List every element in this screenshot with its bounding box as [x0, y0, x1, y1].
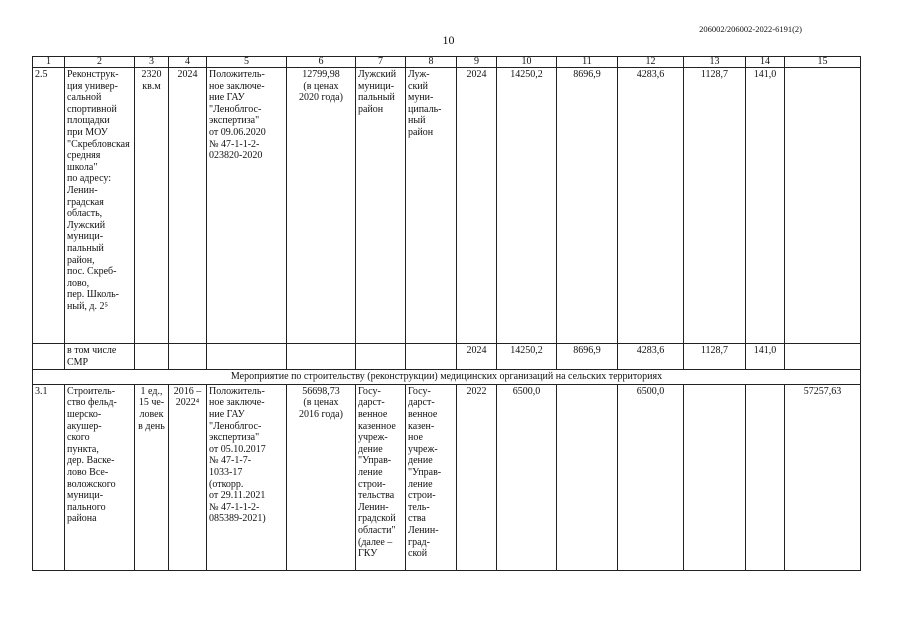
capacity: 2320 кв.м: [135, 68, 169, 344]
column-header: 1: [33, 57, 65, 68]
column-header: 4: [169, 57, 207, 68]
row-number: 3.1: [33, 384, 65, 570]
table-row: [33, 384, 861, 570]
financing-year: 2022: [457, 384, 497, 570]
section-row: [33, 370, 861, 385]
regional-amount: 4283,6: [618, 68, 684, 344]
other-amount: 141,0: [746, 344, 785, 370]
total-amount: 14250,2: [497, 344, 557, 370]
local-amount: [684, 384, 746, 570]
column-15-value: 57257,63: [785, 384, 861, 570]
table-row: [33, 68, 861, 344]
row-number: [33, 344, 65, 370]
column-header: 12: [618, 57, 684, 68]
column-header: 9: [457, 57, 497, 68]
object-name: Строитель- ство фельд- шерско- акушер- ского пункта, дер. Васке- лово Все- воложского муници- пального района: [65, 384, 135, 570]
data-table: [32, 56, 861, 571]
customer: Госу- дарст- венное казенное учреж- дение "Управ- ление строи- тельства Ленин- градской области" (далее – ГКУ: [356, 384, 406, 570]
other-amount: [746, 384, 785, 570]
local-amount: 1128,7: [684, 344, 746, 370]
column-header: 7: [356, 57, 406, 68]
other-amount: 141,0: [746, 68, 785, 344]
section-title: Мероприятие по строительству (реконструкции) медицинских организаций на сельских территориях: [33, 370, 861, 385]
local-amount: 1128,7: [684, 68, 746, 344]
header-row: [33, 57, 861, 68]
column-header: 11: [557, 57, 618, 68]
total-amount: 6500,0: [497, 384, 557, 570]
expertise-conclusion: Положитель- ное заключе- ние ГАУ "Леноблгос- экспертиза" от 05.10.2017 № 47-1-7- 1033-17 (откорр. от 29.11.2021 № 47-1-1-2- 085389-2021): [207, 384, 287, 570]
capacity: 1 ед., 15 че- ловек в день: [135, 384, 169, 570]
recipient: Госу- дарст- венное казен- ное учреж- дение "Управ- ление строи- тель- ства Ленин- град- ской: [406, 384, 457, 570]
regional-amount: 4283,6: [618, 344, 684, 370]
column-header: 14: [746, 57, 785, 68]
column-header: 5: [207, 57, 287, 68]
object-name: Реконструк- ция универ- сальной спортивной площадки при МОУ "Скребловская средняя школа" по адресу: Ленин- градская область, Лужский муници- пальный район, пос. Скреб- лово, пер. Школь- ный, д. 2⁵: [65, 68, 135, 344]
column-header: 10: [497, 57, 557, 68]
expertise-conclusion: Положитель- ное заключе- ние ГАУ "Леноблгос- экспертиза" от 09.06.2020 № 47-1-1-2- 023820-2020: [207, 68, 287, 344]
page-number: 10: [442, 33, 455, 47]
column-header: 2: [65, 57, 135, 68]
row-number: 2.5: [33, 68, 65, 344]
column-header: 6: [287, 57, 356, 68]
column-header: 15: [785, 57, 861, 68]
document-id: 206002/206002-2022-6191(2): [699, 24, 802, 34]
estimated-cost: 12799,98 (в ценах 2020 года): [287, 68, 356, 344]
federal-amount: 8696,9: [557, 68, 618, 344]
construction-years: 2016 – 2022⁴: [169, 384, 207, 570]
customer: Лужский муници- пальный район: [356, 68, 406, 344]
estimated-cost: 56698,73 (в ценах 2016 года): [287, 384, 356, 570]
federal-amount: 8696,9: [557, 344, 618, 370]
column-header: 8: [406, 57, 457, 68]
column-header: 3: [135, 57, 169, 68]
regional-amount: 6500,0: [618, 384, 684, 570]
column-15-value: [785, 68, 861, 344]
smr-label: в том числе СМР: [65, 344, 135, 370]
table-row: [33, 344, 861, 370]
financing-year: 2024: [457, 68, 497, 344]
financing-year: 2024: [457, 344, 497, 370]
column-header: 13: [684, 57, 746, 68]
total-amount: 14250,2: [497, 68, 557, 344]
recipient: Луж- ский муни- ципаль- ный район: [406, 68, 457, 344]
federal-amount: [557, 384, 618, 570]
construction-years: 2024: [169, 68, 207, 344]
